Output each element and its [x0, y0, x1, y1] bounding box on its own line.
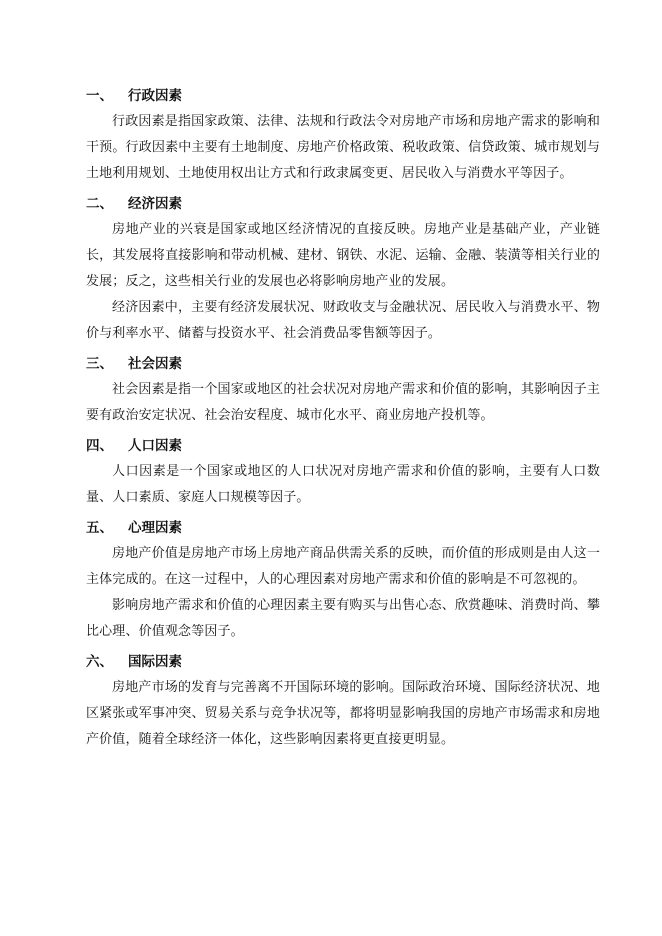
- section-heading: [86, 652, 600, 672]
- section-title: 经济因素: [128, 196, 182, 212]
- section-economic-factors: [86, 194, 600, 347]
- section-heading: [86, 436, 600, 456]
- section-title: 社会因素: [128, 356, 182, 372]
- section-number: 三、: [86, 356, 113, 372]
- section-title: 人口因素: [128, 438, 182, 454]
- section-paragraph: 行政因素是指国家政策、法律、法规和行政法令对房地产市场和房地产需求的影响和干预。行政因素中主要有土地制度、房地产价格政策、税收政策、信贷政策、城市规划与土地利用规划、土地使用权出让方式和行政隶属变更、居民收入与消费水平等因子。: [86, 114, 600, 181]
- section-title: 行政因素: [128, 88, 182, 104]
- section-paragraph: 房地产价值是房地产市场上房地产商品供需关系的反映，而价值的形成则是由人这一主体完成的。在这一过程中，人的心理因素对房地产需求和价值的影响是不可忽视的。: [86, 546, 600, 587]
- section-paragraph: 房地产业的兴衰是国家或地区经济情况的直接反映。房地产业是基础产业，产业链长，其发展将直接影响和带动机械、建材、钢铁、水泥、运输、金融、装潢等相关行业的发展；反之，这些相关行业的发展也必将影响房地产业的发展。: [86, 222, 600, 289]
- section-number: 四、: [86, 438, 113, 454]
- section-title: 心理因素: [128, 520, 182, 536]
- section-heading: [86, 194, 600, 214]
- section-psychological-factors: [86, 518, 600, 645]
- section-heading: [86, 354, 600, 374]
- section-population-factors: [86, 436, 600, 511]
- section-paragraph: 影响房地产需求和价值的心理因素主要有购买与出售心态、欣赏趣味、消费时尚、攀比心理、价值观念等因子。: [86, 598, 600, 639]
- section-heading: [86, 518, 600, 538]
- section-administrative-factors: [86, 86, 600, 187]
- section-number: 二、: [86, 196, 113, 212]
- section-number: 一、: [86, 88, 113, 104]
- section-paragraph: 人口因素是一个国家或地区的人口状况对房地产需求和价值的影响，主要有人口数量、人口素质、家庭人口规模等因子。: [86, 464, 600, 505]
- section-title: 国际因素: [128, 654, 182, 670]
- section-paragraph: 房地产市场的发育与完善离不开国际环境的影响。国际政治环境、国际经济状况、地区紧张或军事冲突、贸易关系与竞争状况等，都将明显影响我国的房地产市场需求和房地产价值，随着全球经济一体化，这些影响因素将更直接更明显。: [86, 680, 600, 747]
- section-number: 六、: [86, 654, 113, 670]
- section-social-factors: [86, 354, 600, 429]
- section-heading: [86, 86, 600, 106]
- section-international-factors: [86, 652, 600, 753]
- section-paragraph: 社会因素是指一个国家或地区的社会状况对房地产需求和价值的影响，其影响因子主要有政治安定状况、社会治安程度、城市化水平、商业房地产投机等。: [86, 382, 600, 423]
- section-paragraph: 经济因素中，主要有经济发展状况、财政收支与金融状况、居民收入与消费水平、物价与利率水平、储蓄与投资水平、社会消费品零售额等因子。: [86, 300, 600, 341]
- section-number: 五、: [86, 520, 113, 536]
